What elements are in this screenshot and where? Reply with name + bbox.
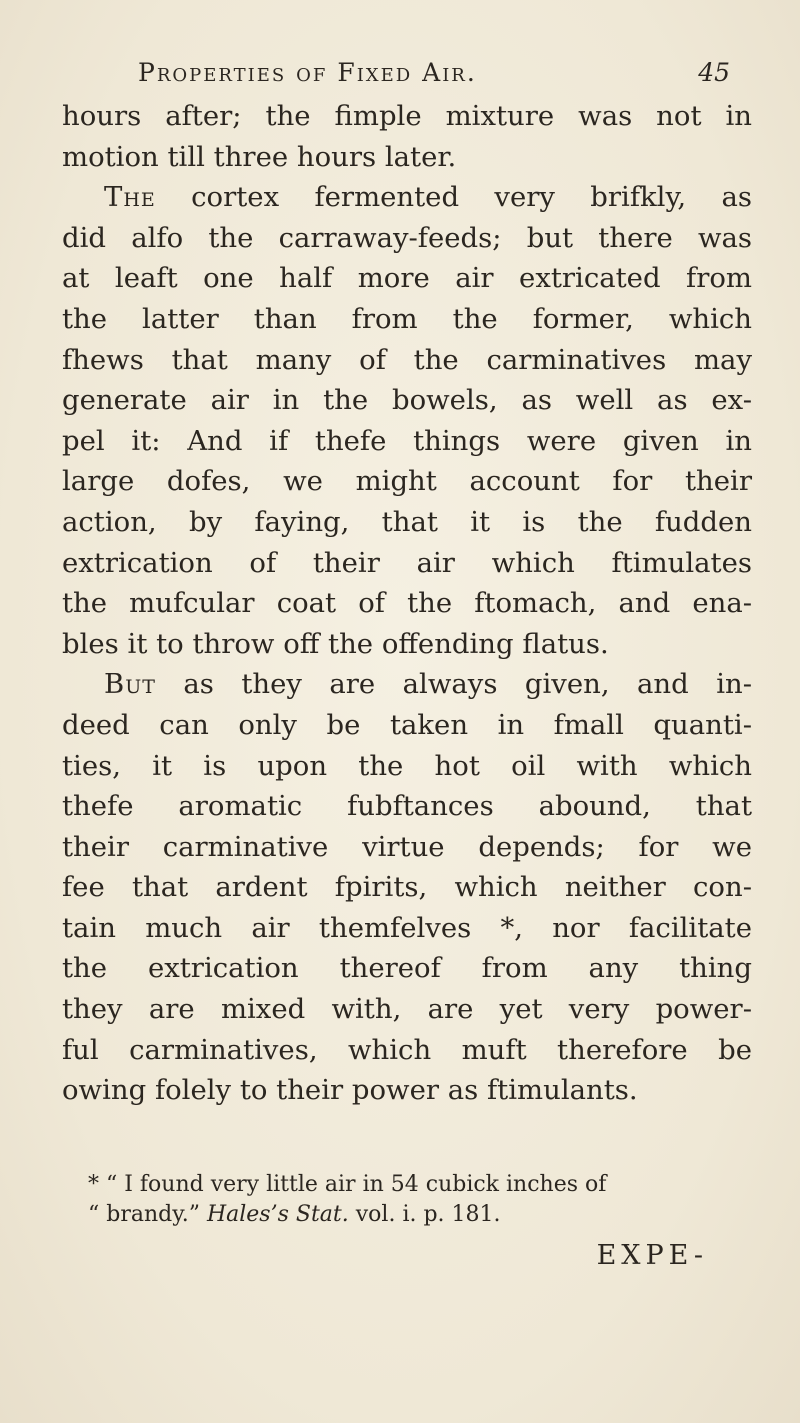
body-text: [62, 96, 752, 1111]
text-line: [62, 177, 752, 218]
text-line: tain much air themfelves *, nor facilitate: [62, 911, 752, 944]
footnote-line: * “ I found very little air in 54 cubick inches of: [88, 1172, 607, 1197]
text-line: hours after; the fimple mixture was not in: [62, 100, 752, 132]
text-line: generate air in the bowels, as well as ex-: [62, 384, 752, 417]
paragraph-initial: But: [104, 668, 156, 701]
text-line: the extrication thereof from any thing: [62, 952, 752, 985]
text-line: ful carminatives, which muft therefore be: [62, 1033, 752, 1066]
text-line: motion till three hours later.: [62, 140, 457, 173]
text-line: large dofes, we might account for their: [62, 465, 752, 498]
paragraph-start: cortex fermented very brifkly, as: [191, 181, 752, 214]
text-line: they are mixed with, are yet very power-: [62, 993, 752, 1026]
paragraph-initial: The: [104, 181, 156, 214]
text-line: bles it to throw off the offending flatus.: [62, 627, 609, 660]
text-line: their carminative virtue depends; for we: [62, 830, 752, 863]
text-line: pel it: And if thefe things were given in: [62, 424, 752, 457]
running-header: [138, 58, 730, 87]
text-line: owing folely to their power as ftimulants.: [62, 1074, 638, 1107]
text-line: at leaft one half more air extricated from: [62, 262, 752, 295]
text-line: the latter than from the former, which: [62, 302, 752, 335]
footnote: [88, 1170, 748, 1230]
page-number: 45: [698, 58, 730, 87]
text-line: ties, it is upon the hot oil with which: [62, 749, 752, 782]
footnote-line: “ brandy.” Hales’s Stat. vol. i. p. 181.: [88, 1202, 501, 1227]
text-line: the mufcular coat of the ftomach, and ena-: [62, 587, 752, 620]
cited-work: Hales’s Stat.: [206, 1202, 349, 1227]
text-line: did alfo the carraway-feeds; but there was: [62, 221, 752, 254]
running-title: Properties of Fixed Air.: [138, 58, 477, 87]
text-line: [62, 664, 752, 705]
paragraph-start: as they are always given, and in-: [183, 668, 752, 701]
catchword: EXPE-: [596, 1240, 708, 1271]
text-line: action, by faying, that it is the fudden: [62, 505, 752, 538]
text-line: extrication of their air which ftimulates: [62, 546, 752, 579]
text-line: thefe aromatic fubftances abound, that: [62, 790, 752, 823]
text-line: fee that ardent fpirits, which neither con-: [62, 871, 752, 904]
text-line: deed can only be taken in fmall quanti-: [62, 708, 752, 741]
text-line: fhews that many of the carminatives may: [62, 343, 752, 376]
